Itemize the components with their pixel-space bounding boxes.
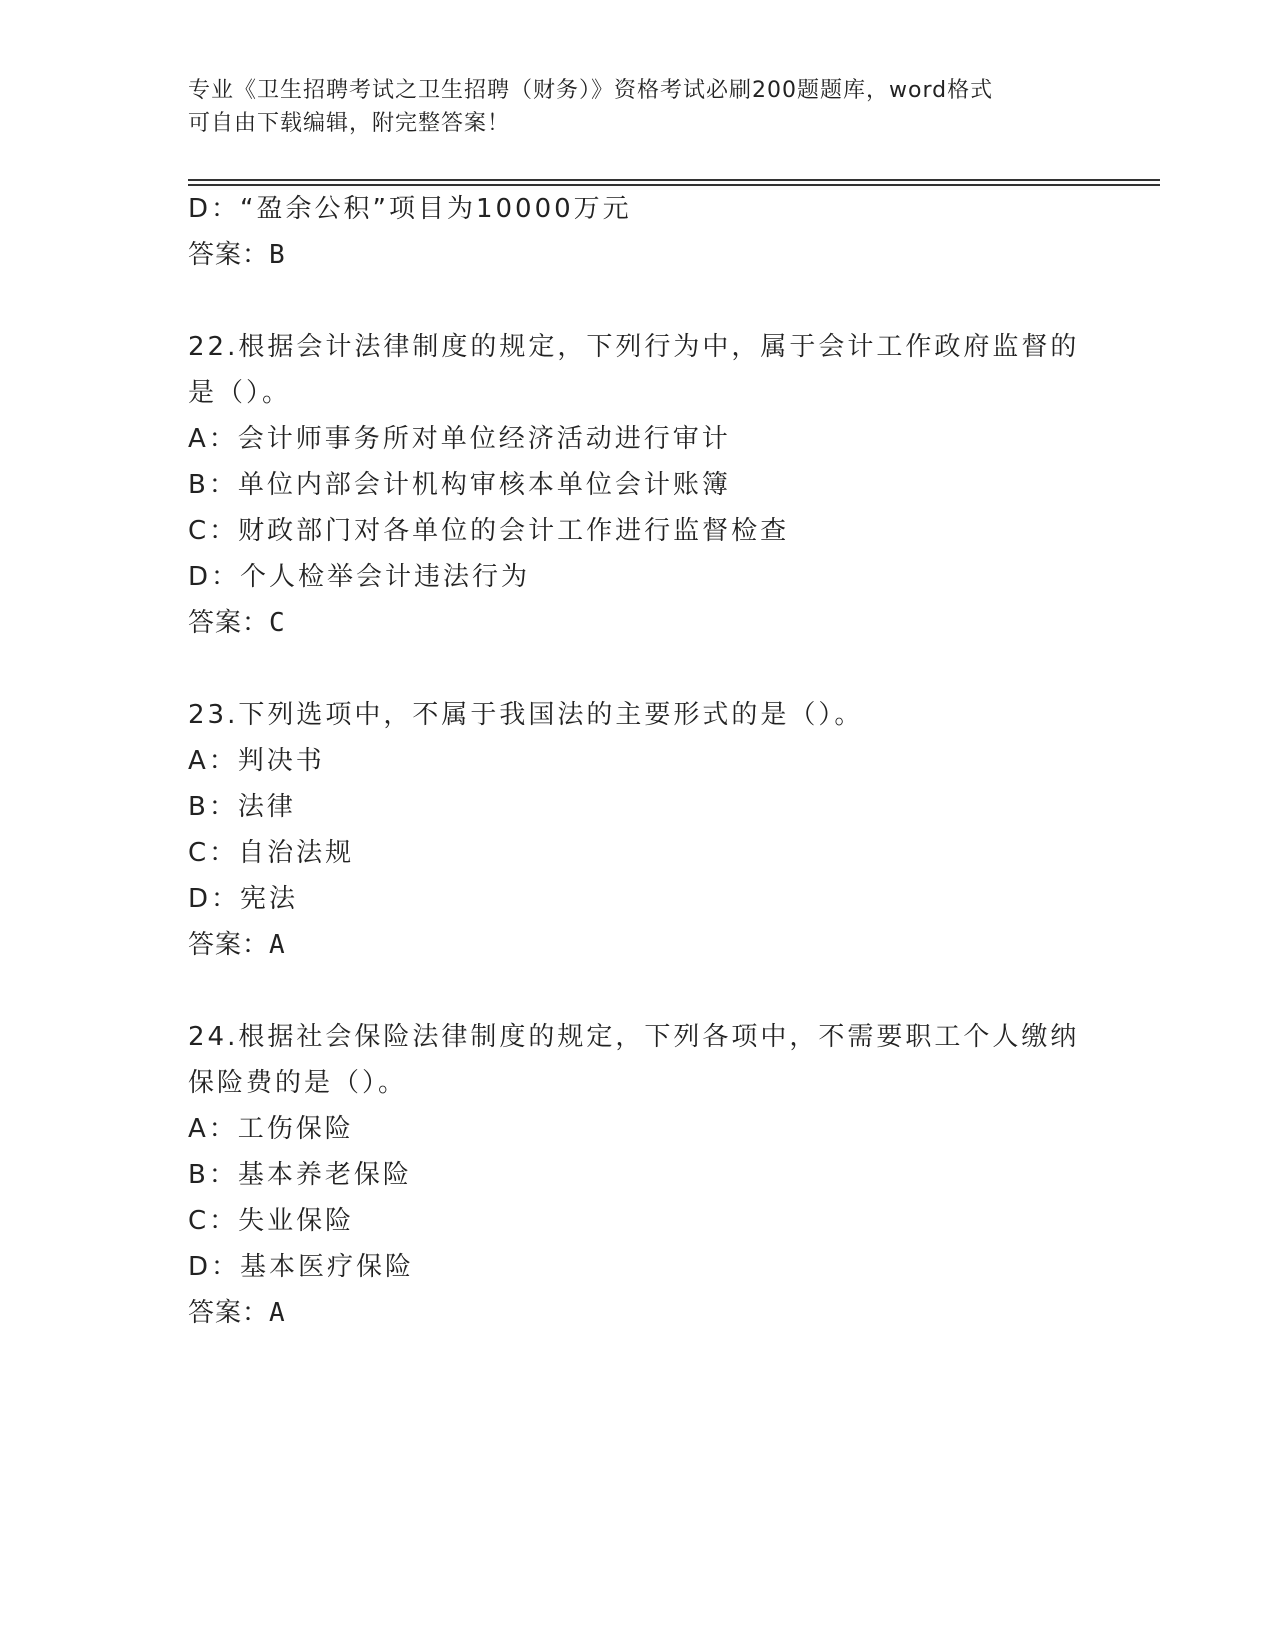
question-22 (188, 324, 1148, 646)
question-stem: 23.下列选项中，不属于我国法的主要形式的是（）。 (188, 700, 864, 730)
option-a: A：工伤保险 (188, 1114, 354, 1144)
document-header (188, 74, 1088, 140)
answer-line: 答案：B (188, 240, 286, 270)
question-24 (188, 1014, 1148, 1336)
question-stem-continued: 是（）。 (188, 378, 292, 408)
question-list (188, 186, 1148, 1336)
previous-question-tail (188, 186, 1148, 278)
question-23 (188, 692, 1148, 968)
option-d: D：个人检举会计违法行为 (188, 562, 531, 592)
spacer (188, 968, 1148, 1014)
option-a: A：判决书 (188, 746, 325, 776)
answer-line: 答案：C (188, 608, 286, 638)
question-stem: 22.根据会计法律制度的规定，下列行为中，属于会计工作政府监督的 (188, 332, 1080, 362)
header-title-line-2: 可自由下载编辑，附完整答案！ (188, 111, 511, 136)
option-b: B：法律 (188, 792, 296, 822)
option-d: D：“盈余公积”项目为10000万元 (188, 194, 632, 224)
option-d: D：宪法 (188, 884, 299, 914)
question-stem: 24.根据社会保险法律制度的规定，下列各项中，不需要职工个人缴纳 (188, 1022, 1080, 1052)
option-d: D：基本医疗保险 (188, 1252, 415, 1282)
option-b: B：基本养老保险 (188, 1160, 412, 1190)
answer-line: 答案：A (188, 1298, 286, 1328)
option-c: C：自治法规 (188, 838, 355, 868)
option-c: C：失业保险 (188, 1206, 355, 1236)
spacer (188, 646, 1148, 692)
header-title-line-1: 专业《卫生招聘考试之卫生招聘（财务）》资格考试必刷200题题库，word格式 (188, 78, 994, 103)
spacer (188, 278, 1148, 324)
question-stem-continued: 保险费的是（）。 (188, 1068, 408, 1098)
option-a: A：会计师事务所对单位经济活动进行审计 (188, 424, 731, 454)
option-c: C：财政部门对各单位的会计工作进行监督检查 (188, 516, 790, 546)
option-b: B：单位内部会计机构审核本单位会计账簿 (188, 470, 731, 500)
answer-line: 答案：A (188, 930, 286, 960)
header-divider-top (188, 179, 1160, 181)
